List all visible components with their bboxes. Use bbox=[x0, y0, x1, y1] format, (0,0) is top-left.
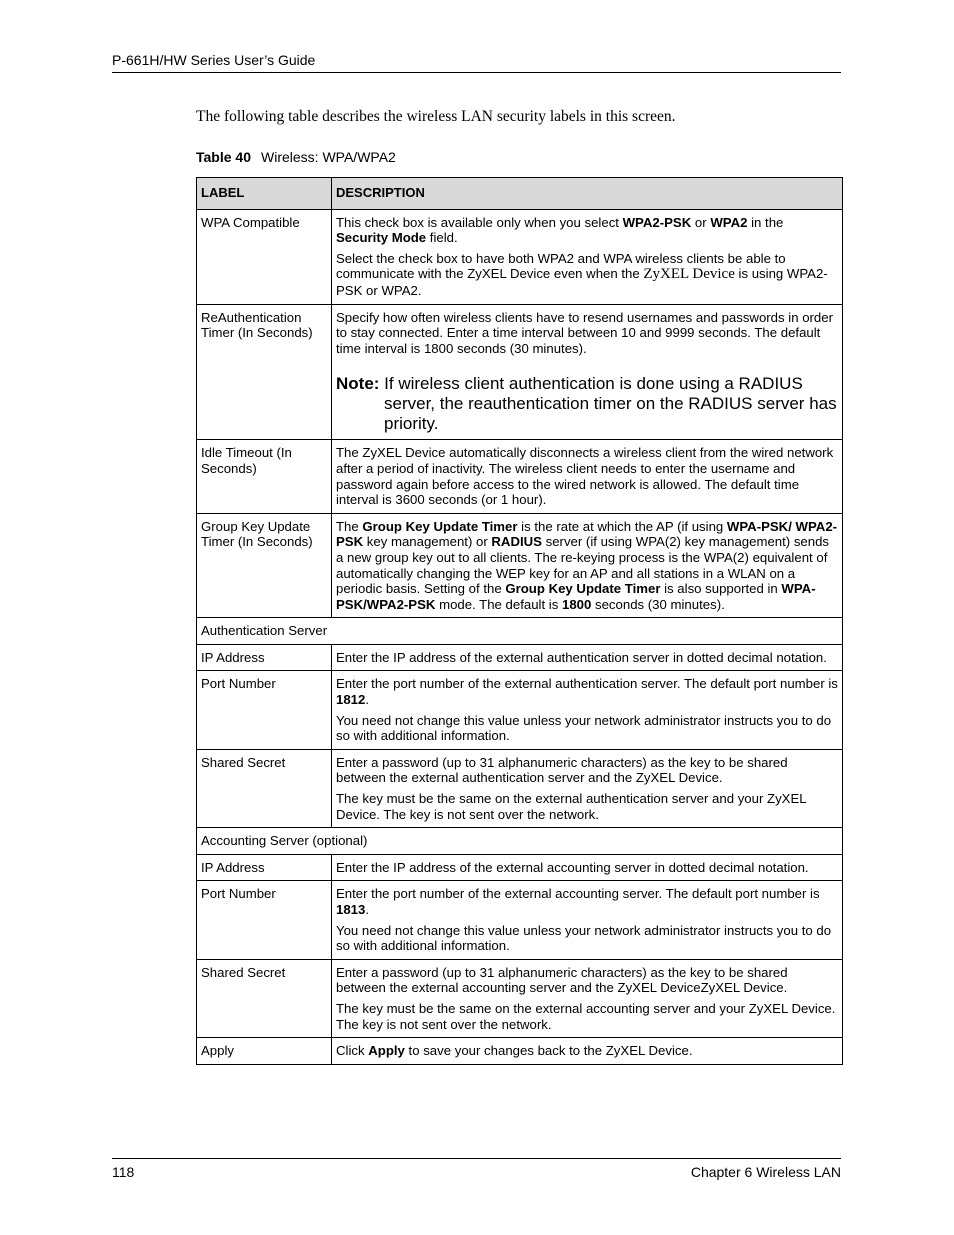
guide-title: P-661H/HW Series User’s Guide bbox=[112, 52, 316, 68]
label-column-header: LABEL bbox=[197, 178, 332, 210]
row-label: IP Address bbox=[197, 644, 332, 671]
row-description: Specify how often wireless clients have to resend usernames and passwords in order to stay connected. Enter a time interval between 10 and 9999 seconds. The default time interval is 1800 seconds (30 minutes). Note: If wireless client authentication is done using a RADIUS server, the reauthentication timer on the RADIUS server has priority. bbox=[332, 304, 843, 440]
wireless-security-table bbox=[196, 177, 843, 1065]
section-row bbox=[197, 828, 843, 855]
row-label: Shared Secret bbox=[197, 749, 332, 827]
description-column-header: DESCRIPTION bbox=[332, 178, 843, 210]
chapter-title: Chapter 6 Wireless LAN bbox=[690, 1164, 841, 1180]
table-row bbox=[197, 304, 843, 440]
row-description: This check box is available only when you select WPA2-PSK or WPA2 in the Security Mode field. Select the check box to have both WPA2 and WPA wireless clients be able to communicate with the ZyXEL Device even when the ZyXEL Device is using WPA2-PSK or WPA2. bbox=[332, 209, 843, 304]
row-label: Port Number bbox=[197, 671, 332, 749]
table-row bbox=[197, 1038, 843, 1065]
table-row bbox=[197, 644, 843, 671]
table-row bbox=[197, 440, 843, 513]
row-label: Idle Timeout (In Seconds) bbox=[197, 440, 332, 513]
row-label: Group Key Update Timer (In Seconds) bbox=[197, 513, 332, 618]
table-row bbox=[197, 513, 843, 618]
row-description: The ZyXEL Device automatically disconnects a wireless client from the wired network after a period of inactivity. The wireless client needs to enter the username and password again before access to the wired network is allowed. The default time interval is 3600 seconds (or 1 hour). bbox=[332, 440, 843, 513]
row-description: The Group Key Update Timer is the rate at which the AP (if using WPA-PSK/ WPA2-PSK key management) or RADIUS server (if using WPA(2) key management) sends a new group key out to all clients. The re-keying process is the WPA(2) equivalent of automatically changing the WEP key for an AP and all stations in a WLAN on a periodic basis. Setting of the Group Key Update Timer is also supported in WPA-PSK/WPA2-PSK mode. The default is 1800 seconds (30 minutes). bbox=[332, 513, 843, 618]
table-title: Wireless: WPA/WPA2 bbox=[261, 149, 396, 165]
row-description: Enter the IP address of the external authentication server in dotted decimal notation. bbox=[332, 644, 843, 671]
row-description: Enter a password (up to 31 alphanumeric characters) as the key to be shared between the external authentication server and the ZyXEL Device. The key must be the same on the external authentication server and your ZyXEL Device. The key is not sent over the network. bbox=[332, 749, 843, 827]
table-caption bbox=[196, 149, 396, 165]
section-label: Authentication Server bbox=[197, 618, 843, 645]
row-label: Apply bbox=[197, 1038, 332, 1065]
table-number: Table 40 bbox=[196, 149, 251, 165]
page-footer bbox=[112, 1158, 841, 1181]
page-number: 118 bbox=[112, 1164, 135, 1180]
table-row bbox=[197, 209, 843, 304]
section-label: Accounting Server (optional) bbox=[197, 828, 843, 855]
row-description: Click Apply to save your changes back to the ZyXEL Device. bbox=[332, 1038, 843, 1065]
row-label: Shared Secret bbox=[197, 959, 332, 1037]
row-label: ReAuthentication Timer (In Seconds) bbox=[197, 304, 332, 440]
section-row bbox=[197, 618, 843, 645]
table-row bbox=[197, 671, 843, 749]
table-row bbox=[197, 854, 843, 881]
row-label: Port Number bbox=[197, 881, 332, 959]
row-label: WPA Compatible bbox=[197, 209, 332, 304]
table-header-row bbox=[197, 178, 843, 210]
row-description: Enter the port number of the external authentication server. The default port number is 1812. You need not change this value unless your network administrator instructs you to do so with additional information. bbox=[332, 671, 843, 749]
page-header bbox=[112, 52, 841, 73]
row-description: Enter the IP address of the external accounting server in dotted decimal notation. bbox=[332, 854, 843, 881]
table-row bbox=[197, 881, 843, 959]
row-label: IP Address bbox=[197, 854, 332, 881]
row-description: Enter the port number of the external accounting server. The default port number is 1813. You need not change this value unless your network administrator instructs you to do so with additional information. bbox=[332, 881, 843, 959]
table-row bbox=[197, 959, 843, 1037]
table-row bbox=[197, 749, 843, 827]
row-description: Enter a password (up to 31 alphanumeric characters) as the key to be shared between the external accounting server and the ZyXEL DeviceZyXEL Device. The key must be the same on the external accounting server and your ZyXEL Device. The key is not sent over the network. bbox=[332, 959, 843, 1037]
note: Note: If wireless client authentication is done using a RADIUS server, the reauthentication timer on the RADIUS server has priority. bbox=[336, 374, 837, 434]
intro-paragraph: The following table describes the wireless LAN security labels in this screen. bbox=[196, 108, 676, 125]
